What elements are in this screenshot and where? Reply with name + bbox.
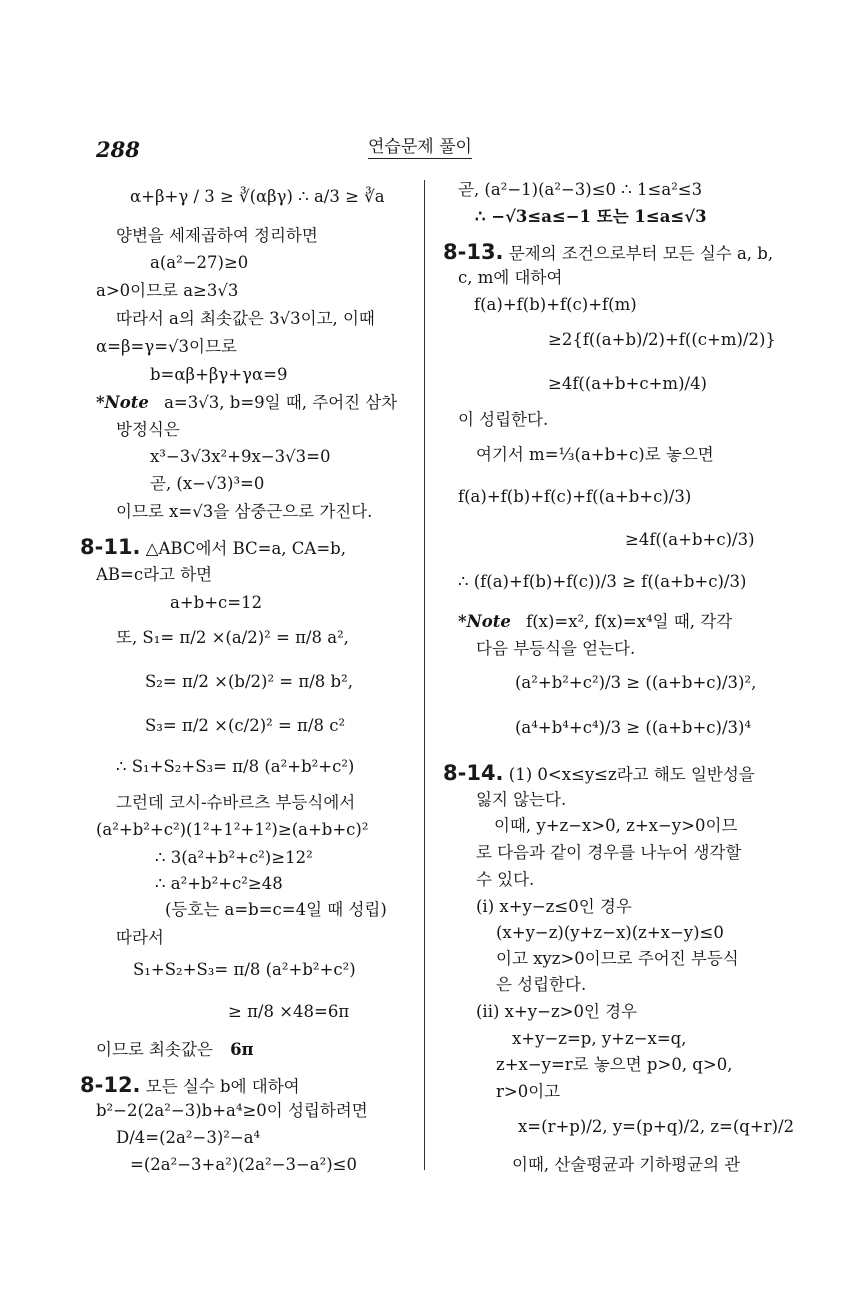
- text-line: AB=c라고 하면: [96, 565, 213, 584]
- text-line: 이므로 x=√3을 삼중근으로 가진다.: [116, 502, 373, 521]
- equation: ∴ (f(a)+f(b)+f(c))/3 ≥ f((a+b+c)/3): [458, 572, 747, 591]
- text-line: 따라서 a의 최솟값은 3√3이고, 이때: [116, 309, 375, 328]
- note-label: *Note: [96, 393, 149, 412]
- problem-number: 8-11.: [80, 535, 141, 559]
- equation: ≥2{f((a+b)/2)+f((c+m)/2)}: [548, 330, 776, 349]
- text-line: c, m에 대하여: [458, 268, 563, 287]
- note-label: *Note: [458, 612, 511, 631]
- equation: =(2a²−3+a²)(2a²−3−a²)≤0: [130, 1155, 357, 1174]
- equation: S₁+S₂+S₃= π/8 (a²+b²+c²): [133, 960, 356, 979]
- text-line: a>0이므로 a≥3√3: [96, 281, 239, 300]
- text-line: 여기서 m=⅓(a+b+c)로 놓으면: [476, 445, 714, 464]
- problem-8-14: [443, 761, 755, 786]
- equation: (a²+b²+c²)/3 ≥ ((a+b+c)/3)²,: [515, 673, 757, 692]
- equation: b=αβ+βγ+γα=9: [150, 365, 288, 384]
- page-number: 288: [96, 137, 140, 162]
- text-line: 그런데 코시-슈바르츠 부등식에서: [116, 793, 356, 812]
- text-line: r>0이고: [496, 1082, 561, 1101]
- page-header-title: 연습문제 풀이: [368, 137, 472, 159]
- equation: x=(r+p)/2, y=(p+q)/2, z=(q+r)/2: [518, 1117, 795, 1136]
- problem-text: (1) 0<x≤y≤z라고 해도 일반성을: [508, 765, 755, 784]
- text-line: 수 있다.: [476, 870, 535, 889]
- equation: ≥4f((a+b+c+m)/4): [548, 374, 707, 393]
- equation: (a⁴+b⁴+c⁴)/3 ≥ ((a+b+c)/3)⁴: [515, 718, 752, 737]
- equation: ∴ a²+b²+c²≥48: [155, 874, 283, 893]
- text: 이므로 최솟값은: [96, 1040, 213, 1059]
- problem-number: 8-14.: [443, 761, 504, 785]
- equation: (a²+b²+c²)(1²+1²+1²)≥(a+b+c)²: [96, 820, 369, 839]
- equation: x+y−z=p, y+z−x=q,: [512, 1029, 687, 1048]
- equation: S₂= π/2 ×(b/2)² = π/8 b²,: [145, 672, 353, 691]
- equation: a(a²−27)≥0: [150, 253, 249, 272]
- text-line: α+β+γ / 3 ≥ ∛(αβγ) ∴ a/3 ≥ ∛a: [130, 187, 385, 206]
- text-line: 방정식은: [116, 420, 180, 439]
- note-line: [458, 612, 732, 632]
- text-line: 이때, y+z−x>0, z+x−y>0이므: [494, 816, 738, 835]
- text-line: 다음 부등식을 얻는다.: [476, 639, 636, 658]
- note-text: f(x)=x², f(x)=x⁴일 때, 각각: [526, 612, 733, 631]
- equation: ∴ 3(a²+b²+c²)≥12²: [155, 848, 313, 867]
- text-line: (등호는 a=b=c=4일 때 성립): [165, 900, 387, 919]
- problem-8-13: [443, 240, 773, 265]
- problem-number: 8-12.: [80, 1073, 141, 1097]
- equation: a+b+c=12: [170, 593, 263, 612]
- text-line: (ii) x+y−z>0인 경우: [476, 1002, 638, 1021]
- answer: ∴ −√3≤a≤−1 또는 1≤a≤√3: [475, 207, 707, 226]
- problem-8-11: [80, 535, 346, 560]
- note-line: [96, 393, 397, 413]
- equation: (x+y−z)(y+z−x)(z+x−y)≤0: [496, 923, 724, 942]
- text-line: [96, 1040, 254, 1060]
- text-line: z+x−y=r로 놓으면 p>0, q>0,: [496, 1055, 733, 1074]
- text-line: 이 성립한다.: [458, 410, 549, 429]
- problem-text: 문제의 조건으로부터 모든 실수 a, b,: [508, 244, 774, 263]
- column-divider: [424, 180, 425, 1170]
- problem-text: △ABC에서 BC=a, CA=b,: [145, 539, 346, 558]
- equation: b²−2(2a²−3)b+a⁴≥0이 성립하려면: [96, 1101, 368, 1120]
- text-line: 로 다음과 같이 경우를 나누어 생각할: [476, 843, 742, 862]
- text-line: 따라서: [116, 928, 164, 947]
- answer: 6π: [230, 1040, 254, 1059]
- equation: 곧, (x−√3)³=0: [150, 474, 265, 493]
- equation: ≥ π/8 ×48=6π: [228, 1002, 350, 1021]
- problem-number: 8-13.: [443, 240, 504, 264]
- equation: f(a)+f(b)+f(c)+f((a+b+c)/3): [458, 487, 692, 506]
- text-line: 은 성립한다.: [496, 975, 587, 994]
- equation: f(a)+f(b)+f(c)+f(m): [474, 295, 637, 314]
- text-line: 양변을 세제곱하여 정리하면: [116, 226, 318, 245]
- equation: D/4=(2a²−3)²−a⁴: [116, 1128, 261, 1147]
- text-line: α=β=γ=√3이므로: [96, 337, 237, 356]
- equation: 또, S₁= π/2 ×(a/2)² = π/8 a²,: [116, 628, 349, 647]
- text-line: 잃지 않는다.: [476, 790, 567, 809]
- text-line: 이때, 산술평균과 기하평균의 관: [512, 1155, 741, 1174]
- equation: ∴ S₁+S₂+S₃= π/8 (a²+b²+c²): [116, 757, 355, 776]
- problem-text: 모든 실수 b에 대하여: [145, 1077, 300, 1096]
- text-line: (i) x+y−z≤0인 경우: [476, 897, 632, 916]
- text-line: 이고 xyz>0이므로 주어진 부등식: [496, 949, 739, 968]
- equation: ≥4f((a+b+c)/3): [625, 530, 755, 549]
- equation: x³−3√3x²+9x−3√3=0: [150, 447, 331, 466]
- equation: S₃= π/2 ×(c/2)² = π/8 c²: [145, 716, 346, 735]
- problem-8-12: [80, 1073, 300, 1098]
- note-text: a=3√3, b=9일 때, 주어진 삼차: [164, 393, 398, 412]
- equation: 곧, (a²−1)(a²−3)≤0 ∴ 1≤a²≤3: [458, 180, 703, 199]
